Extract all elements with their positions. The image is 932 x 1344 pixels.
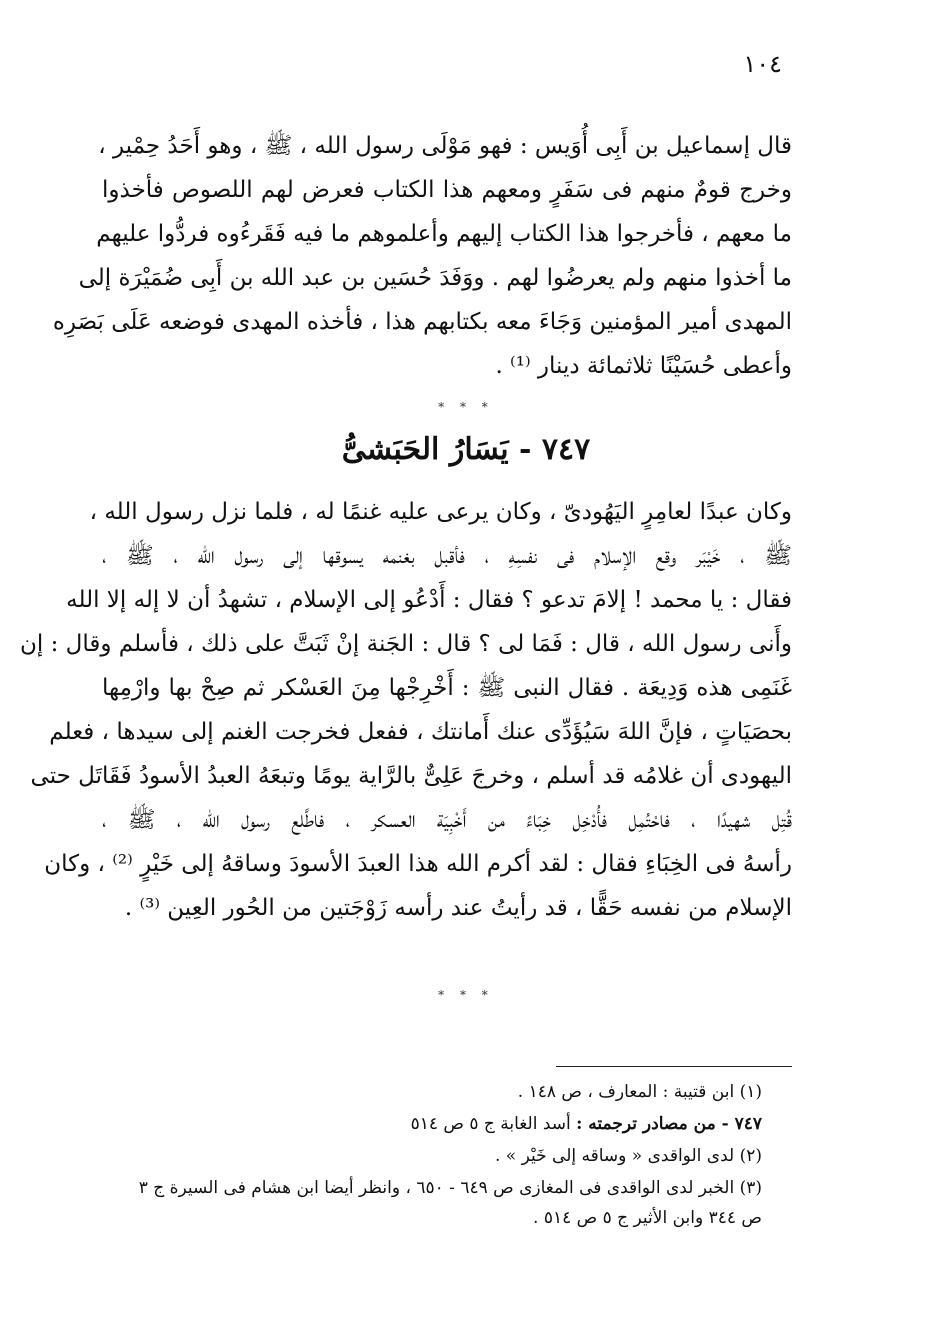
paragraph-2 bbox=[20, 490, 792, 930]
paragraph-line: الإسلام من نفسه حَقًّا ، قد رأيتُ عند رأسه زَوْجَتين من الحُور العِين ⁽³⁾ . bbox=[124, 895, 792, 921]
paragraph-line: قُتِل شهيدًا ، فاحْتُمِل فأُدْخِل خِبَاءً من أَخْبِيَة العسكر ، فاطَّلع رسول الله ، ﷺ ، bbox=[102, 807, 792, 833]
footnote-2 bbox=[102, 1142, 762, 1170]
footnote-3 bbox=[102, 1174, 762, 1202]
footnote-text: ص ٣٤٤ وابن الأثير ج ٥ ص ٥١٤ . bbox=[533, 1208, 762, 1228]
footnote-divider bbox=[556, 1066, 792, 1067]
paragraph-line: ما أخذوا منهم ولم يعرضُوا لهم . ووَفَدَ حُسَين بن عبد الله بن أَبِى ضُمَيْرَة إلى bbox=[78, 265, 792, 291]
footnote-text: أسد الغابة ج ٥ ص ٥١٤ bbox=[410, 1114, 577, 1134]
paragraph-line: غَنَمِى هذه وَدِيعَة . فقال النبى ﷺ : أَخْرِجْها مِنَ العَسْكر ثم صِحْ بها وارْمِها bbox=[102, 675, 792, 701]
footnote-text: (٣) الخبر لدى الواقدى فى المغازى ص ٦٤٩ - ٦٥٠ ، وانظر أيضا ابن هشام فى السيرة ج ٣ bbox=[138, 1178, 762, 1198]
section-separator: * * * bbox=[438, 988, 494, 1002]
section-heading: ٧٤٧ - يَسَارُ الحَبَشىُّ bbox=[341, 432, 591, 467]
paragraph-line: اليهودى أن غلامُه قد أسلم ، وخرجَ عَلِىٌّ بالرَّاية يومًا وتبعَهُ العبدُ الأسودُ فَقَاتَل حتى bbox=[30, 763, 792, 789]
section-separator: * * * bbox=[438, 400, 494, 414]
footnote-text: (١) ابن قتيبة : المعارف ، ص ١٤٨ . bbox=[517, 1082, 762, 1102]
paragraph-line: قال إسماعيل بن أَبِى أُوَيس : فهو مَوْلَى رسول الله ، ﷺ ، وهو أَحَدُ حِمْير ، bbox=[98, 133, 792, 159]
paragraph-line: بحصَيَاتٍ ، فإنَّ اللهَ سَيُؤَدِّى عنك أَمانتك ، ففعل فخرجت الغنم إلى سيدها ، فعلم bbox=[49, 719, 792, 745]
paragraph-line: المهدى أمير المؤمنين وَجَاءَ معه بكتابهم هذا ، فأخذه المهدى فوضعه عَلَى بَصَرِه bbox=[52, 309, 792, 335]
paragraph-line: وخرج قومٌ منهم فى سَفَرٍ ومعهم هذا الكتاب فعرض لهم اللصوص فأخذوا bbox=[102, 177, 792, 203]
paragraph-line: وأعطى حُسَيْنًا ثلاثمائة دينار ⁽¹⁾ . bbox=[495, 353, 792, 379]
paragraph-line: وأَنى رسول الله ، قال : فَمَا لى ؟ قال : الجَنة إنْ ثَبَتَّ على ذلك ، فأسلم وقال : إن bbox=[20, 631, 792, 657]
footnote-sources bbox=[102, 1110, 762, 1138]
paragraph-line: ﷺ ، خَيْبَر وقع الإسلام فى نفسِهِ ، فأقبل بغنمه يسوقها إلى رسول الله ، ﷺ ، bbox=[102, 543, 792, 569]
paragraph-1 bbox=[52, 124, 792, 388]
paragraph-line: وكان عبدًا لعامِرٍ اليَهُودىّ ، وكان يرعى عليه غنمًا له ، فلما نزل رسول الله ، bbox=[89, 499, 792, 525]
footnote-3-continued bbox=[102, 1204, 762, 1232]
footnote-sources-label: ٧٤٧ - من مصادر ترجمته : bbox=[576, 1114, 762, 1134]
footnote-1 bbox=[102, 1078, 762, 1106]
paragraph-line: ما معهم ، فأخرجوا هذا الكتاب إليهم وأعلموهم ما فيه فَقَرءُوه فردُّوا عليهم bbox=[96, 221, 792, 247]
paragraph-line: فقال : يا محمد ! إلامَ تدعو ؟ فقال : أَدْعُو إلى الإسلام ، تشهدُ أن لا إله إلا الله bbox=[66, 587, 792, 613]
footnotes bbox=[102, 1078, 762, 1232]
paragraph-line: رأسهُ فى الخِبَاءِ فقال : لقد أكرم الله هذا العبدَ الأسودَ وساقهُ إلى خَيْرٍ ⁽²⁾ ، وكان bbox=[44, 851, 792, 877]
footnote-text: (٢) لدى الواقدى « وساقه إلى خَيْر » . bbox=[495, 1146, 762, 1166]
page-number: ١٠٤ bbox=[743, 50, 782, 78]
